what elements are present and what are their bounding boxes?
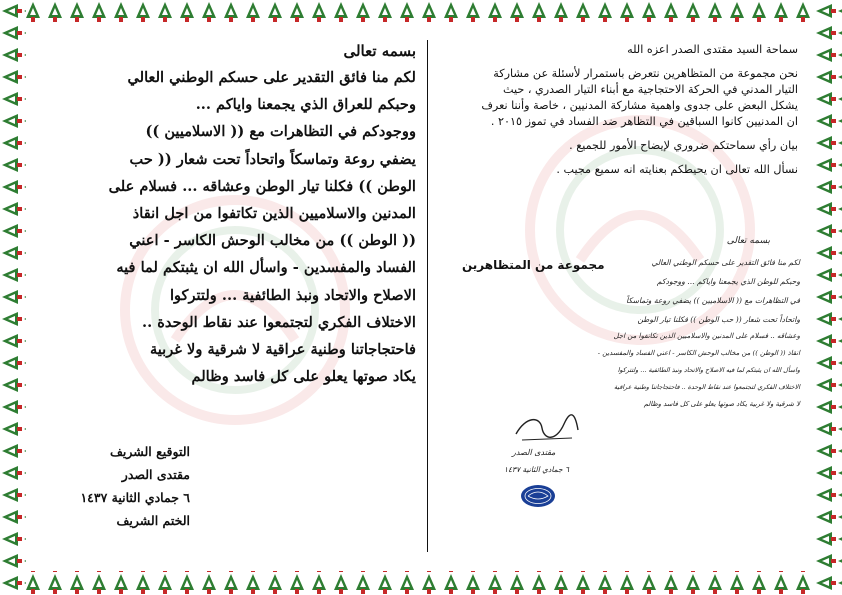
handwritten-signature-name: مقتدى الصدر <box>512 448 556 457</box>
response-line: الاصلاح والاتحاد ونبذ الطائفية ... ولتتركوا <box>169 286 416 304</box>
handwritten-line: انقاذ (( الوطن )) من مخالب الوحش الكاسر - اعني الفساد والمفسدين - <box>597 349 800 357</box>
response-line: يكاد صوتها يعلو على كل فاسد وظالم <box>191 368 416 386</box>
signature-name: مقتدى الصدر <box>121 467 190 482</box>
response-line: وحبكم للعراق الذي يجمعنا واياكم ... <box>195 96 416 114</box>
page-divider <box>427 40 428 552</box>
blue-seal-icon <box>520 484 556 508</box>
response-heading: بسمه تعالى <box>343 42 416 60</box>
handwritten-line: واتحاداً تحت شعار (( حب الوطن )) فكلنا تيار الوطن <box>637 315 800 324</box>
handwritten-line: لكم منا فائق التقدير على حسكم الوطني العالي <box>651 258 800 267</box>
letter-prayer: نسأل الله تعالى ان يحيطكم بعنايته انه سميع مجيب . <box>556 163 798 176</box>
letter-sender: مجموعة من المتظاهرين <box>462 258 605 272</box>
handwritten-line: واسأل الله ان يثبتكم لما فيه الاصلاح والاتحاد ونبذ الطائفية ... ولتتركوا <box>617 366 800 374</box>
handwritten-line: في التظاهرات مع (( الاسلاميين )) يضفي روعة وتماسكاً <box>626 296 800 305</box>
letter-salutation: سماحة السيد مقتدى الصدر اعزه الله <box>627 43 798 56</box>
letter-request: بيان رأي سماحتكم ضروري لإيضاح الأمور للجميع . <box>569 139 798 152</box>
handwritten-signature-date: ٦ جمادي الثانية ١٤٣٧ <box>504 465 570 474</box>
signature-block <box>60 440 190 532</box>
handwritten-signature <box>512 412 582 446</box>
handwritten-line: لا شرقية ولا غربية يكاد صوتها يعلو على كل فاسد وظالم <box>643 400 800 408</box>
response-line: المدنين والاسلاميين الذين تكاتفوا من اجل انقاذ <box>132 205 416 223</box>
response-line: يضفي روعة وتماسكاً واتحاداً تحت شعار (( حب <box>129 150 416 168</box>
response-line: (( الوطن )) من مخالب الوحش الكاسر - اعني <box>129 232 416 250</box>
letter-line: ان المدنيين كانوا السباقين في التظاهر ضد الفساد في تموز ٢٠١٥ . <box>490 115 798 128</box>
response-line: لكم منا فائق التقدير على حسكم الوطني العالي <box>127 69 416 86</box>
response-line: الفساد والمفسدين - واسأل الله ان يثبتكم لما فيه <box>116 259 416 277</box>
response-body <box>42 64 416 390</box>
signature-seal-label: الختم الشريف <box>116 513 190 528</box>
letter-line: نحن مجموعة من المتظاهرين نتعرض باستمرار لأسئلة عن مشاركة <box>493 67 798 80</box>
signature-title: التوقيع الشريف <box>109 444 190 459</box>
letter-line: يشكل البعض على جدوى واهمية مشاركة المدنيين ، خاصة وأننا نعرف <box>481 99 798 112</box>
response-transcription <box>42 42 416 390</box>
handwritten-line: الاختلاف الفكري لتجتمعوا عند نقاط الوحدة .. فاحتجاجاتنا وطنية عراقية <box>613 383 800 391</box>
original-letter <box>448 42 798 178</box>
response-line: فاحتجاجاتنا وطنية عراقية لا شرقية ولا غربية <box>149 341 416 359</box>
handwritten-heading: بسمه تعالى <box>726 236 770 246</box>
response-line: الاختلاف الفكري لتجتمعوا عند نقاط الوحدة .. <box>142 313 416 331</box>
response-line: ووجودكم في التظاهرات مع (( الاسلاميين )) <box>145 123 416 141</box>
letter-line: التيار المدني في الحركة الاحتجاجية مع أبناء التيار الصدري ، حيث <box>503 83 798 96</box>
signature-date: ٦ جمادي الثانية ١٤٣٧ <box>80 490 190 505</box>
response-line: الوطن )) فكلنا تيار الوطن وعشاقه ... فسلام على <box>108 177 416 195</box>
handwritten-line: وعشاقه .. فسلام على المدنين والاسلاميين الذين تكاتفوا من اجل <box>613 332 800 340</box>
handwritten-line: وحبكم للوطن الذي يجمعنا واياكم ... ووجودكم <box>656 277 800 286</box>
